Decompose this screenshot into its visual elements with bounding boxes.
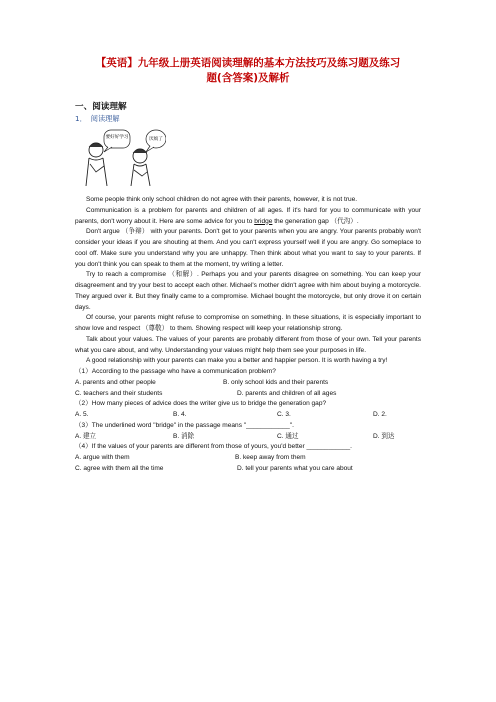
question-1-options-row-2 (75, 389, 421, 400)
question-4: （4）If the values of your parents are different from those of yours, you'd better ____________. (75, 443, 352, 451)
option-b: B. 4. (173, 411, 187, 418)
question-1: （1）According to the passage who have a communication problem? (75, 368, 276, 375)
option-b: B. only school kids and their parents (223, 378, 329, 386)
document-title: 【英语】九年级上册英语阅读理解的基本方法技巧及练习题及练习 题(含答案)及解析 (95, 57, 401, 84)
option-c: C. teachers and their students (75, 389, 163, 397)
option-c: C. agree with them all the time (75, 464, 164, 472)
option-b: B. keep away from them (235, 454, 306, 461)
question-4-options-row-2 (75, 464, 421, 475)
bubble-text-left: 要好好学习 (105, 135, 129, 140)
option-d: D. parents and children of all ages (237, 389, 337, 397)
question-2: （2）How many pieces of advice does the writer give us to bridge the generation gap? (75, 400, 327, 408)
question-3-options (75, 432, 421, 443)
question-label: 阅读理解 (90, 114, 120, 123)
paragraph-5: Of course, your parents might refuse to compromise on something. In these situations, it is especially important to show love and respect （尊敬） to them. Showing respect will keep your relationship strong. (75, 314, 421, 332)
option-a: A. 建立 (75, 432, 97, 440)
paragraph-7: A good relationship with your parents can make you a better and happier person. It is worth having a try! (86, 357, 388, 365)
bubble-text-right: 厌烦了 (149, 137, 163, 142)
option-d: D. 到达 (373, 432, 395, 440)
underlined-word-bridge: bridge (254, 217, 273, 225)
option-a: A. 5. (75, 411, 89, 418)
option-a: A. argue with them (75, 454, 130, 461)
question-2-options (75, 410, 421, 421)
question-subheading (75, 114, 120, 124)
paragraph-2: Communication is a problem for parents and children of all ages. If it's hard for you to communicate with your parents, don't worry about it. Here are some advice for you to bridge the generation gap （代沟）. (75, 206, 421, 225)
question-1-options-row-1 (75, 378, 421, 389)
option-b: B. 消除 (173, 432, 195, 440)
option-c: C. 3. (277, 411, 291, 418)
option-d: D. 2. (373, 411, 387, 418)
question-4-options-row-1 (75, 453, 421, 464)
paragraph-4: Try to reach a compromise （和解）. Perhaps you and your parents disagree on something. You can keep your disagreement and try your best to accept each other. Michael's mother didn't agree with him about buying a motorcycle. They argued over it. But they finally came to a compromise. Michael bought the motorcycle, but only drove it on certain days. (75, 271, 421, 311)
reading-passage (75, 195, 421, 475)
paragraph-3: Don't argue （争辩） with your parents. Don't get to your parents when you are angry. Your parents probably won't consider your ideas if you are shouting at them. And you can't express yourself well if you are angry. Go someplace to cool off. Make sure you understand why you are unhappy. Then think about what you want to say to your parents. If you don't think you can speak to them at the moment, try writing a letter. (75, 228, 421, 268)
question-number: 1． (75, 114, 87, 123)
option-a: A. parents and other people (75, 378, 156, 386)
option-d: D. tell your parents what you care about (237, 464, 353, 472)
parent-child-cartoon (80, 128, 166, 186)
section-heading: 一、阅读理解 (75, 102, 127, 112)
paragraph-6: Talk about your values. The values of your parents are probably different from those of your own. Tell your parents what you care about, and why. Understanding your values might help them see your purposes in life. (75, 335, 421, 354)
option-c: C. 通过 (277, 432, 299, 440)
paragraph-1: Some people think only school children do not agree with their parents, however, it is not true. (86, 196, 358, 203)
question-3: （3）The underlined word "bridge" in the passage means "____________". (75, 421, 294, 429)
